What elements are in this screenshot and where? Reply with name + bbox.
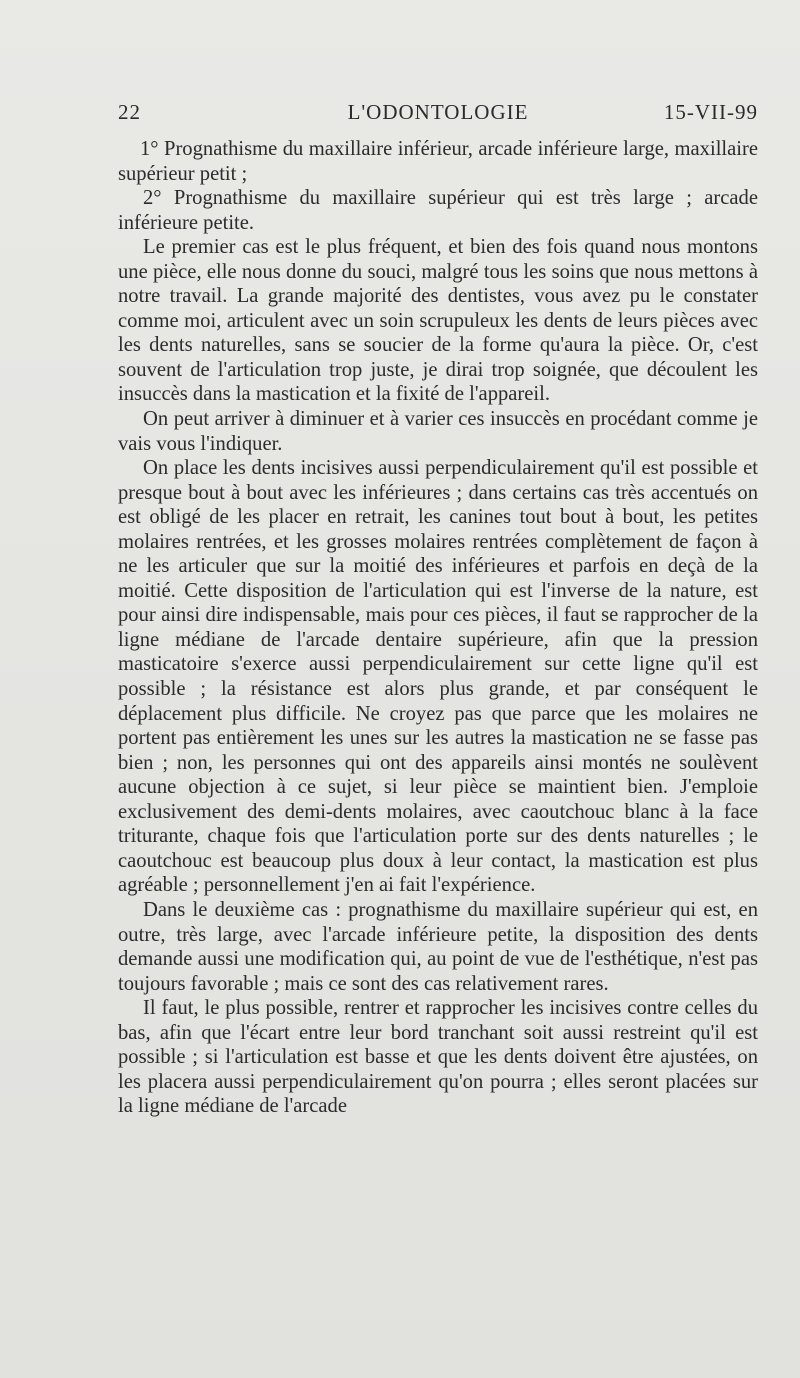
journal-title: L'ODONTOLOGIE [347, 100, 529, 124]
paragraph: On peut arriver à diminuer et à varier ces insuccès en procédant comme je vais vous l'indiquer. [118, 408, 758, 455]
paragraph: On place les dents incisives aussi perpendiculairement qu'il est possible et presque bout à bout avec les inférieures ; dans certains cas très accentués on est obligé de les placer en retrait, les canines tout bout à bout, les petites molaires rentrées, et les grosses molaires rentrées complètement de façon à ne les articuler que sur la moitié des inférieures et parfois en deçà de la moitié. Cette disposition de l'articulation qui est l'inverse de la nature, est pour ainsi dire indispensable, mais pour ces pièces, il faut se rapprocher de la ligne médiane de l'arcade dentaire supérieure, afin que la pression masticatoire s'exerce aussi perpendiculairement sur cette ligne qu'il est possible ; la résistance est alors plus grande, et par conséquent le déplacement plus difficile. Ne croyez pas que parce que les molaires ne portent pas entièrement les unes sur les autres la mastication ne se fasse pas bien ; non, les personnes qui ont des appareils ainsi montés ne soulèvent aucune objection à ce sujet, si leur pièce se maintient bien. J'emploie exclusivement des demi-dents molaires, avec caoutchouc blanc à la face triturante, chaque fois que l'articulation porte sur des dents naturelles ; le caoutchouc est beaucoup plus doux à leur contact, la mastication est plus agréable ; personnellement j'en ai fait l'expérience. [118, 457, 758, 897]
page-number: 22 [118, 100, 141, 124]
paragraph: Le premier cas est le plus fréquent, et bien des fois quand nous montons une pièce, elle nous donne du souci, malgré tous les soins que nous mettons à notre travail. La grande majorité des dentistes, vous avez pu le constater comme moi, articulent avec un soin scrupuleux les dents de leurs pièces avec les dents naturelles, sans se soucier de la forme qu'aura la pièce. Or, c'est souvent de l'articulation trop juste, je dirai trop soignée, que découlent les insuccès dans la mastication et la fixité de l'appareil. [118, 236, 758, 406]
body-text [118, 137, 758, 1119]
paragraph: 2° Prognathisme du maxillaire supérieur qui est très large ; arcade inférieure petite. [118, 187, 758, 234]
paragraph: Il faut, le plus possible, rentrer et rapprocher les incisives contre celles du bas, afin que l'écart entre leur bord tranchant soit aussi restreint qu'il est possible ; si l'articulation est basse et que les dents doivent être ajustées, on les placera aussi perpendiculairement qu'on pourra ; elles seront placées sur la ligne médiane de l'arcade [118, 997, 758, 1118]
running-header [118, 100, 758, 130]
issue-date: 15-VII-99 [663, 100, 758, 124]
paragraph: Dans le deuxième cas : prognathisme du maxillaire supérieur qui est, en outre, très large, avec l'arcade inférieure petite, la disposition des dents demande aussi une modification qui, au point de vue de l'esthétique, n'est pas toujours favorable ; mais ce sont des cas relativement rares. [118, 898, 758, 995]
paragraph: 1° Prognathisme du maxillaire inférieur, arcade inférieure large, maxillaire supérieur petit ; [118, 138, 758, 185]
